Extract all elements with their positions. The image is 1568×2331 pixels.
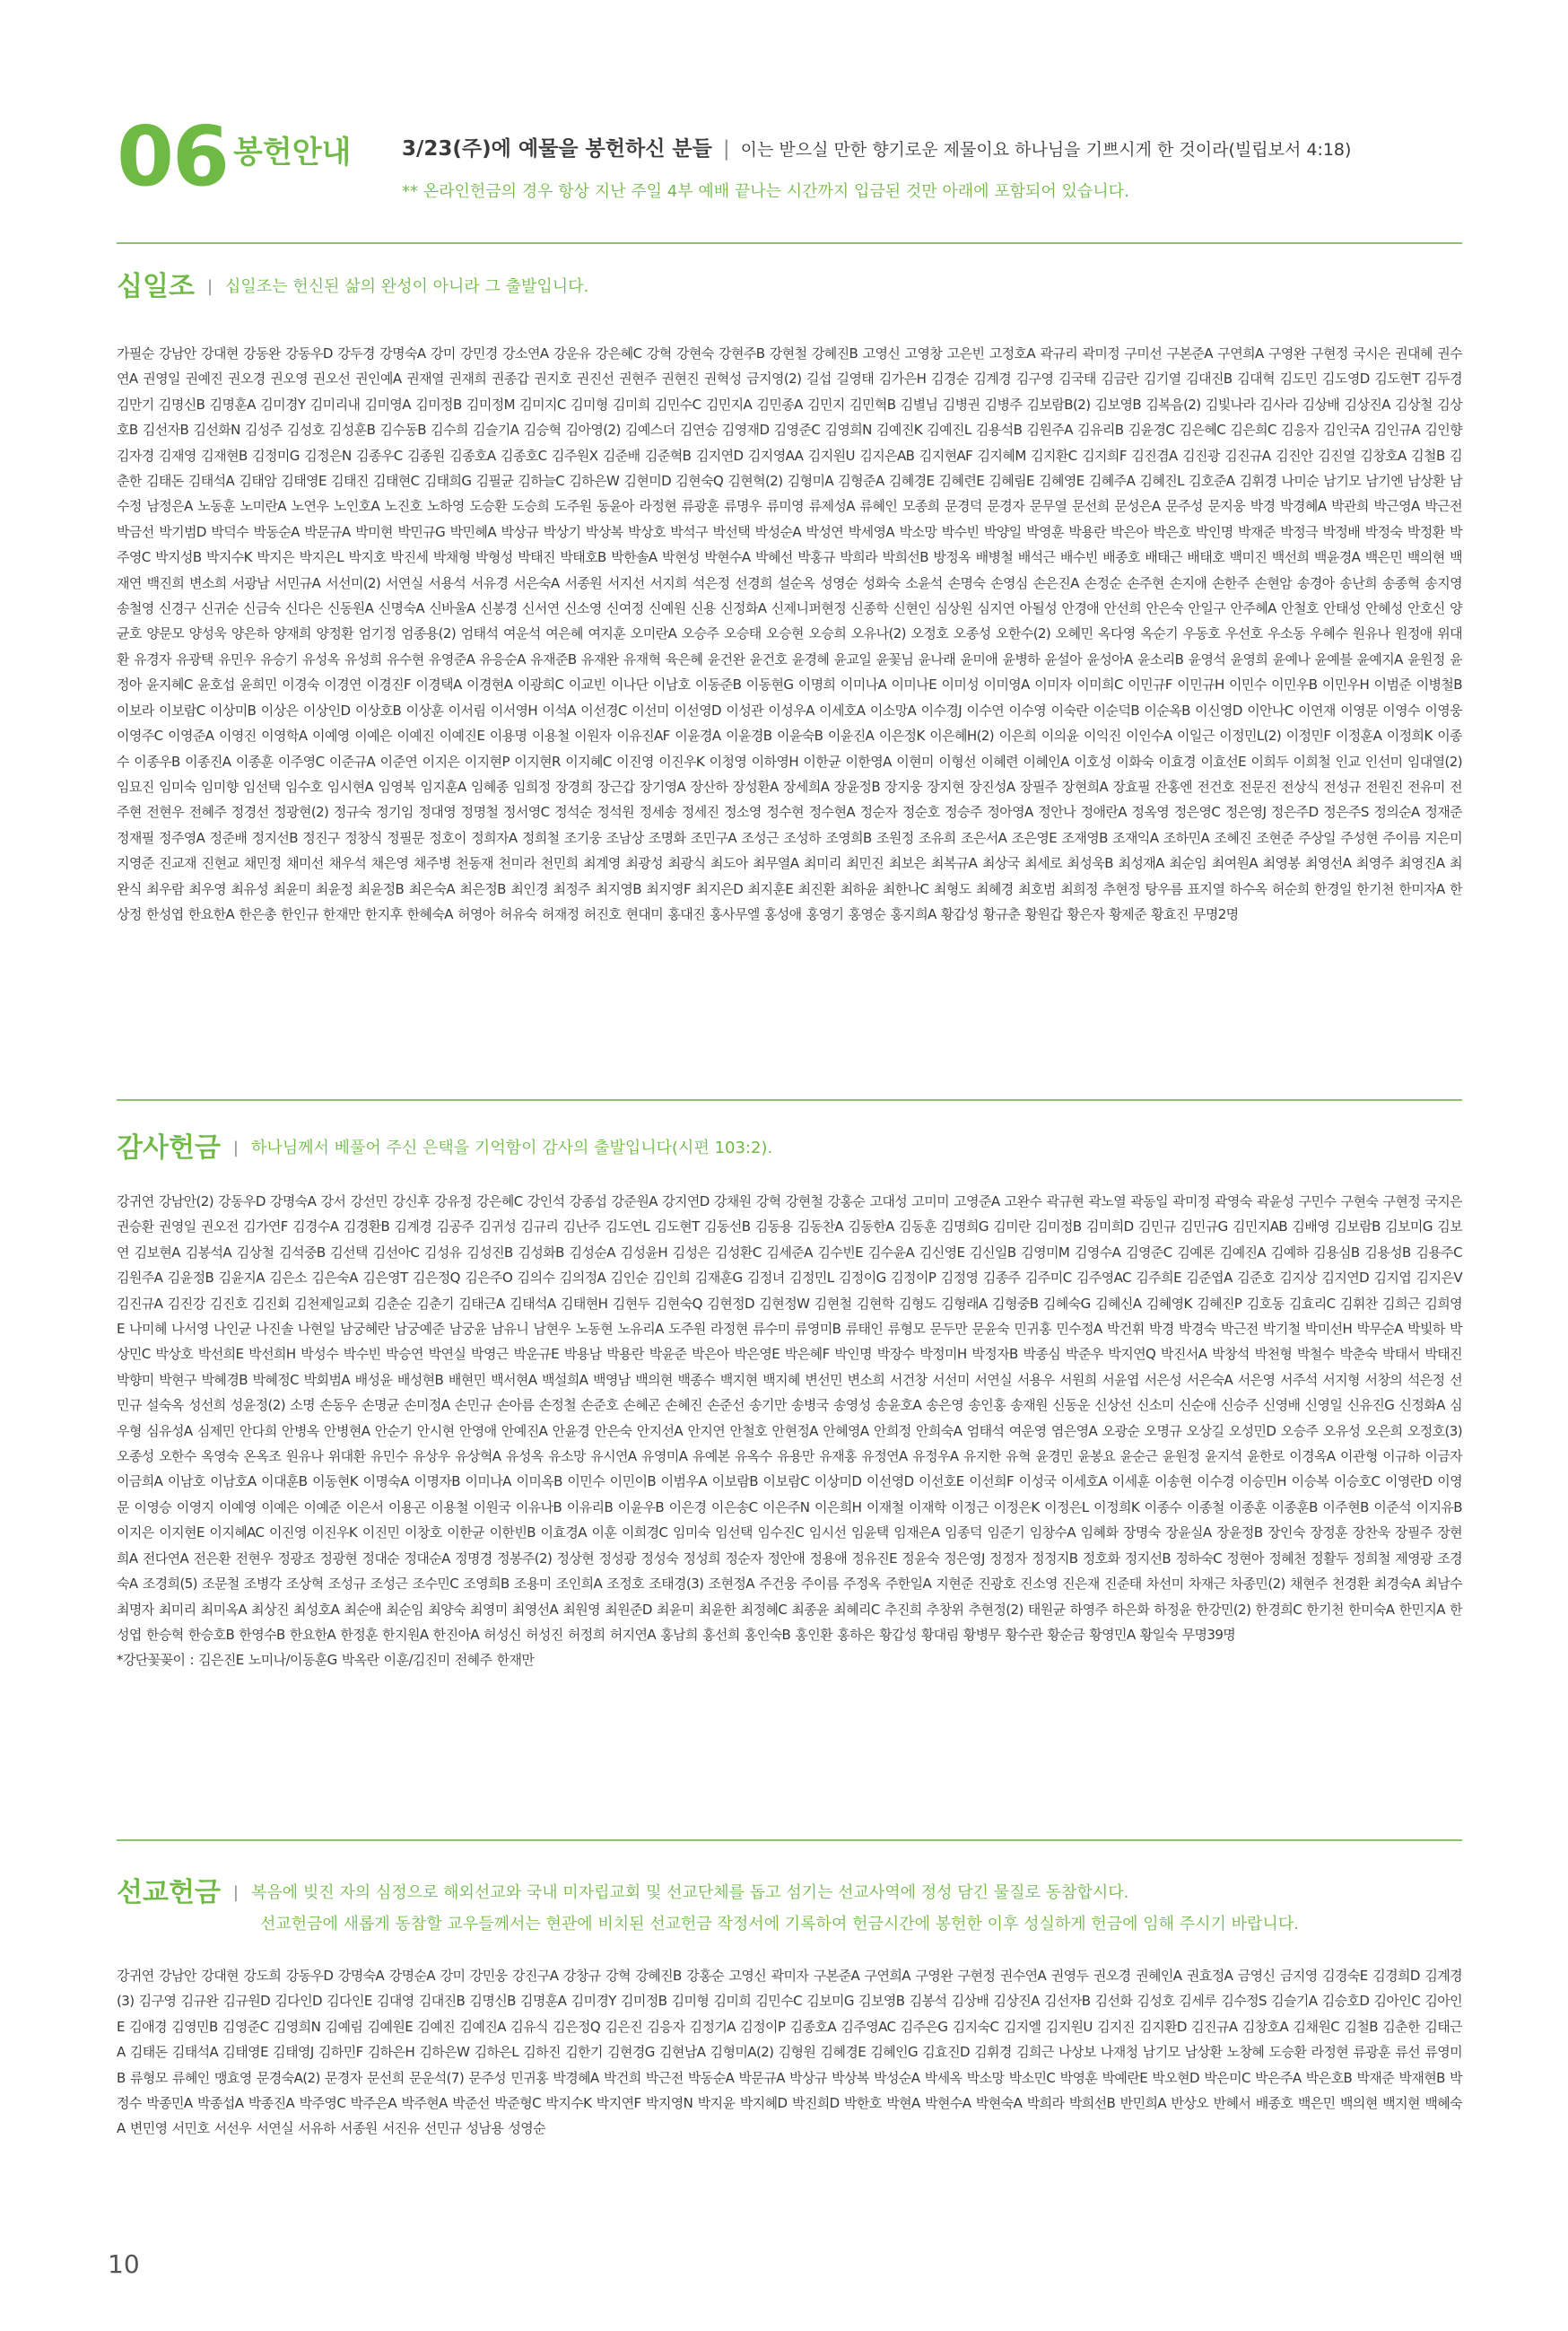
divider-top	[117, 242, 1462, 244]
mission-heading	[117, 1875, 1462, 1911]
header-verse: 이는 받으실 만한 향기로운 제물이요 하나님을 기쁘시게 한 것이라(빌립보서 4:18)	[740, 140, 1352, 160]
mission-title: 선교헌금	[117, 1877, 221, 1908]
altar-flowers-note: *강단꽃꽂이 : 김은진E 노미나/이동훈G 박옥란 이훈/김진미 전혜주 한재만	[117, 1652, 535, 1669]
section-number: 06	[117, 109, 229, 205]
mission-separator: |	[232, 1883, 239, 1902]
tithe-separator: |	[206, 277, 213, 296]
offering-date-title: 3/23(주)에 예물을 봉헌하신 분들	[402, 137, 712, 161]
header-main-line	[402, 139, 1351, 160]
header-separator: |	[722, 137, 730, 161]
divider-tithe	[117, 1099, 1462, 1101]
thanks-title: 감사헌금	[117, 1132, 221, 1164]
thanks-description: 하나님께서 베풀어 주신 은택을 기억함이 감사의 출발입니다(시편 103:2).	[251, 1139, 773, 1157]
tithe-description: 십일조는 헌신된 삶의 완성이 아니라 그 출발입니다.	[225, 277, 589, 296]
thanks-names-list: 강귀연 강남안(2) 강동우D 강명숙A 강서 강선민 강신후 강유정 강은혜C 강인석 강종섭 강준원A 강지연D 강채원 강혁 강현철 강홍순 고대성 고미미 고영준A 고완수 곽규현 곽노열 곽동일 곽미정 곽영숙 곽윤성 구민수 구현숙 구현정 국지은 권승환 권영일 권오전 김가연F 김경수A 김경환B 김계경 김공주 김귀성 김규리 김난주 김도연L 김도현T 김동선B 김동용 김동찬A 김동한A 김동훈 김명희G 김미란 김미정B 김미희D 김민규 김민규G 김민지AB 김배영 김보람B 김보미G 김보연 김보현A 김봉석A 김상철 김석중B 김선택 김선아C 김성유 김성진B 김성화B 김성순A 김성윤H 김성은 김성환C 김세준A 김수빈E 김수윤A 김신영E 김신일B 김영미M 김영수A 김영준C 김예론 김예진A 김예하 김용심B 김용성B 김용주C 김원주A 김윤정B 김윤지A 김은소 김은숙A 김은영T 김은정Q 김은주O 김의수 김의정A 김인순 김인희 김재훈G 김정녀 김정민L 김정이G 김정이P 김정영 김종주 김주미C 김주영AC 김주희E 김준엽A 김준호 김지상 김지연D 김지엽 김지은V 김진규A 김진강 김진호 김진회 김천제일교회 김춘순 김춘기 김태근A 김태석A 김태현H 김현두 김현숙Q 김현정D 김현정W 김현철 김현학 김형도 김형래A 김형중B 김혜숙G 김혜신A 김혜영K 김혜진P 김호동 김효리C 김휘찬 김희근 김희영E 나미혜 나서영 나인균 나진솔 나현일 남궁혜란 남궁예준 남궁윤 남유니 남현우 노동현 노유리A 도주원 라정현 류수미 류영미B 류태인 류형모 문두만 문윤숙 민귀홍 민수정A 박건휘 박경 박경숙 박근전 박기철 박미선H 박무순A 박빛하 박상민C 박상호 박선희E 박선희H 박성수 박수빈 박승연 박연실 박영근 박운규E 박용남 박용란 박윤준 박은아 박은영E 박은혜F 박인명 박장수 박정미H 박정자B 박종심 박준우 박지연Q 박진서A 박창석 박천형 박철수 박춘숙 박태서 박태진 박향미 박현구 박혜경B 박혜정C 박회범A 배성윤 배성현B 배현민 백서현A 백설희A 백영남 백의현 백종수 백지현 백지혜 변선민 변소희 서건창 서선미 서연실 서용우 서원희 서윤엽 서은성 서은숙A 서은영 서주석 서지형 서창의 석은정 선민규 설숙옥 성선희 성윤정(2) 소명 손동우 손명균 손미정A 손민규 손아름 손정철 손준호 손혜곤 손혜진 손준선 송기만 송병국 송영성 송윤호A 송은영 송인홍 송재원 신동운 신상선 신소미 신순애 신승주 신영배 신영일 신유진G 신정화A 심우형 심유성A 심제민 안다희 안병옥 안병현A 안순기 안시현 안영애 안예진A 안윤경 안은숙 안지선A 안지연 안철호 안현정A 안혜영A 안희정 안희숙A 엄태석 여운영 염은영A 오광순 오명규 오상길 오성민D 오승주 오유성 오은희 오정호(3) 오종성 오한수 옥영숙 온옥조 원유나 위대환 유민수 유상우 유상혁A 유성옥 유소망 유시연A 유영미A 유예본 유옥수 유용만 유재홍 유정연A 유정우A 유지한 유혁 윤경민 윤봉요 윤순근 윤원정 윤지석 윤한로 이경옥A 이관형 이규하 이금자 이금희A 이남호 이남호A 이대훈B 이동현K 이명숙A 이명자B 이미나A 이미옥B 이민수 이민이B 이범우A 이보람B 이보람C 이상미D 이선영D 이선호E 이선희F 이성국 이세호A 이세훈 이송현 이수경 이승민H 이승복 이승호C 이영란D 이영문 이영승 이영지 이예영 이예은 이예준 이은서 이용곤 이용철 이원국 이유나B 이유리B 이윤우B 이은경 이은송C 이은주N 이은희H 이재철 이재학 이정근 이정은K 이정은L 이정희K 이종수 이종철 이종훈 이종훈B 이주현B 이준석 이지유B 이지은 이지현E 이지혜AC 이진영 이진우K 이진민 이창호 이한균 이한빈B 이효경A 이훈 이희경C 임미숙 임선택 임수진C 임시선 임윤택 임재은A 임종덕 임준기 임창수A 임혜화 장명숙 장윤실A 장윤정B 장인숙 장정훈 장찬욱 장필주 장현희A 전다연A 전은환 전현우 정광조 정광현 정대순 정대순A 정명경 정봉주(2) 정상현 정성광 정성숙 정성희 정순자 정안애 정용애 정유진E 정윤숙 정은영J 정정자 정정지B 정호화 정지선B 정하숙C 정현아 정혜천 정활두 정희철 제영광 조경숙A 조경희(5) 조문철 조병각 조상혁 조성규 조성근 조수민C 조영희B 조용미 조인희A 조정호 조태경(3) 조현정A 주건웅 주이름 주정옥 주한일A 지현준 진광호 진소영 진은재 진준태 차선미 차재근 차종민(2) 채현주 천경환 최경숙A 최남수 최명자 최미리 최미옥A 최상진 최성호A 최순애 최순임 최양숙 최영미 최영선A 최원영 최원준D 최윤미 최윤한 최정혜C 최종윤 최혜리C 추진희 추창위 추현정(2) 태원균 하영주 하은화 하정윤 한강민(2) 한경희C 한기천 한미숙A 한민지A 한성엽 한승혁 한승호B 한영수B 한요한A 한정훈 한지원A 한진아A 허성신 허성진 허정희 허지연A 홍남희 홍선희 홍인숙B 홍인환 홍하은 황갑성 황대림 황병무 황수관 황순금 황영민A 황일숙 무명39명	[117, 1193, 1463, 1643]
section-title: 봉헌안내	[233, 135, 352, 170]
online-offering-note: ** 온라인헌금의 경우 항상 지난 주일 4부 예배 끝나는 시간까지 입금된 것만 아래에 포함되어 있습니다.	[402, 182, 1129, 201]
thanks-section	[117, 1131, 1462, 1673]
thanks-heading	[117, 1131, 1462, 1166]
mission-names-list: 강귀연 강남안 강대현 강도희 강동우D 강명숙A 강명순A 강미 강민웅 강진구A 강창규 강혁 강혜진B 강홍순 고영신 곽미자 구본준A 구연희A 구영완 구현정 권수연A 권영두 권오경 권혜인A 권효정A 금영신 금지영 김경숙E 김경희D 김계경(3) 김구영 김규완 김규원D 김다인D 김다인E 김대영 김대진B 김명신B 김명훈A 김미경Y 김미정B 김미형 김미희 김민수C 김보미G 김보영B 김봉석 김상배 김상진A 김선자B 김선화 김성호 김세루 김수정S 김슬기A 김승호D 김아인C 김아인E 김애경 김영민B 김영준C 김영희N 김예림 김예원E 김예진 김예진A 김유식 김은정Q 김은진 김응자 김정기A 김정이P 김종호A 김주영AC 김주은G 김지숙C 김지엘 김지원U 김지진 김지환D 김진규A 김창호A 김채원C 김철B 김춘한 김태근A 김태돈 김태석A 김태영E 김태영J 김하민F 김하은H 김하은W 김하은L 김하진 김한기 김현경G 김현남A 김형미A(2) 김형원 김혜경E 김혜인G 김효진D 김휘경 김희근 나상보 나재청 남기모 남상환 노창혜 도승환 라정현 류광훈 류선 류영미B 류형모 류혜인 맹효영 문경숙A(2) 문경자 문선희 문운석(7) 문주성 민귀홍 박경혜A 박건희 박근전 박동순A 박문규A 박상규 박상복 박성순A 박세옥 박소망 박소민C 박영훈 박예란E 박오현D 박은미C 박은주A 박은호B 박재준 박재현B 박정수 박종민A 박종섭A 박종진A 박주영C 박주은A 박주현A 박준선 박준형C 박지수K 박지연F 박지영N 박지윤 박지혜D 박진희D 박한호 박현A 박현수A 박현숙A 박희라 박희선B 반민희A 반상오 반혜서 배종호 백은민 백의현 백지현 백혜숙A 변민영 서민호 서선우 서연실 서유하 서종원 서진유 선민규 성남용 성영순	[117, 1968, 1462, 2137]
tithe-heading	[117, 269, 1462, 305]
tithe-section	[117, 269, 1462, 927]
thanks-separator: |	[232, 1139, 239, 1157]
mission-section	[117, 1875, 1462, 2142]
page-number: 10	[108, 2249, 140, 2279]
tithe-title: 십일조	[117, 271, 195, 302]
divider-thanks	[117, 1839, 1462, 1841]
offering-header	[117, 109, 1462, 220]
mission-description-2: 선교헌금에 새롭게 동참할 교우들께서는 현관에 비치된 선교헌금 작정서에 기록하여 헌금시간에 봉헌한 이후 성실하게 헌금에 임해 주시기 바랍니다.	[260, 1915, 1299, 1934]
mission-description: 복음에 빚진 자의 심정으로 해외선교와 국내 미자립교회 및 선교단체를 돕고 섬기는 선교사역에 정성 담긴 물질로 동참합시다.	[251, 1883, 1129, 1902]
tithe-names-list: 가필순 강남안 강대현 강동완 강동우D 강두경 강명숙A 강미 강민경 강소연A 강운유 강은혜C 강혁 강현숙 강현주B 강현철 강혜진B 고영신 고영창 고은빈 고정호A 곽규리 곽미정 구미선 구본준A 구연희A 구영완 구현정 국시은 권대혜 권수연A 권영일 권예진 권오경 권오영 권오선 권인예A 권재열 권재희 권종갑 권지호 권진선 권현주 권현진 권혁성 금지영(2) 길섭 길영태 김가은H 김경순 김계경 김구영 김국태 김금란 김기열 김대진B 김대혁 김도민 김도영D 김도현T 김두경 김만기 김명신B 김명훈A 김미경Y 김미리내 김미영A 김미정B 김미정M 김미지C 김미형 김미희 김민수C 김민지A 김민종A 김민지 김민혁B 김별님 김병권 김병주 김보람B(2) 김보영B 김복음(2) 김빛나라 김사라 김상배 김상진A 김상철 김상호B 김선자B 김선화N 김성주 김성호 김성훈B 김수동B 김수희 김슬기A 김승혁 김아영(2) 김예스더 김연승 김영재D 김영준C 김영희N 김예진K 김예진L 김용석B 김원주A 김유리B 김윤경C 김은혜C 김은희C 김응자 김인국A 김인규A 김인향 김자경 김재영 김재현B 김정미G 김정은N 김종우C 김종원 김종호A 김종호C 김주원X 김준배 김준혁B 김지연D 김지영AA 김지원U 김지은AB 김지현AF 김지혜M 김지환C 김지희F 김진겸A 김진광 김진규A 김진안 김진열 김창호A 김철B 김춘한 김태돈 김태석A 김태암 김태영E 김태진 김태현C 김태희G 김필균 김하늘C 김하은W 김현미D 김현숙Q 김현혁(2) 김형미A 김형준A 김혜경E 김혜련E 김혜림E 김혜영E 김혜주A 김혜진L 김호준A 김휘경 나미순 남기모 남기엔 남상환 남수정 남정은A 노동훈 노미란A 노연우 노인호A 노진호 노하영 도승환 도승희 도주원 동윤아 라정현 류광훈 류명우 류미영 류제성A 류혜인 모종희 문경덕 문경자 문무열 문선희 문성은A 문주성 문지웅 박경 박경혜A 박관희 박근영A 박근전 박금선 박기범D 박덕수 박동순A 박문규A 박미현 박민규G 박민혜A 박상규 박상기 박상복 박상호 박석구 박선택 박성순A 박성연 박세영A 박소망 박수빈 박양일 박영훈 박용란 박은아 박은호 박인명 박재준 박정극 박정배 박정숙 박정환 박주영C 박지성B 박지수K 박지은 박지은L 박지호 박진세 박채형 박형성 박태진 박태호B 박한솔A 박현성 박현수A 박혜선 박홍규 박희라 박희선B 방정옥 배병철 배석근 배수빈 배종호 배태근 배태호 백미진 백선희 백윤경A 백은민 백의현 백재연 백진희 변소희 서광남 서민규A 서선미(2) 서연실 서용석 서유경 서은숙A 서종원 서지선 서지희 석은정 선경희 설순옥 성영순 성화숙 소윤석 손명숙 손영심 손은진A 손정순 손주현 손지애 손한주 손현암 송경아 송난희 송종혁 송지영 송철영 신경구 신귀순 신금숙 신다은 신동원A 신명숙A 신바울A 신봉경 신서연 신소영 신여정 신예원 신용 신정화A 신제니퍼현정 신종학 신현인 심상원 심지연 아될성 안경애 안선희 안은숙 안일구 안주혜A 안철호 안태성 안혜성 안호신 양균호 양문모 양성욱 양은하 양재희 양정환 엄기정 엄종용(2) 엄태석 여운석 여은혜 여지훈 오미란A 오승주 오승태 오승현 오승희 오유나(2) 오정호 오종성 오한수(2) 오혜민 옥다영 옥순기 우동호 우선호 우소동 우혜수 원유나 원정애 위대환 유경자 유광택 유민우 유승기 유성옥 유성희 유수현 유영준A 유응순A 유재준B 유재완 유재혁 육은혜 윤건완 윤건호 윤경혜 윤교일 윤꽃님 윤나래 윤미애 윤병하 윤설아 윤성아A 윤소리B 윤영석 윤영희 윤예나 윤예블 윤예지A 윤원정 윤정아 윤지혜C 윤호섭 윤희민 이경숙 이경연 이경진F 이경택A 이경현A 이광희C 이교빈 이나단 이남호 이동준B 이동현G 이명희 이미나A 이미나E 이미성 이미영A 이미자 이미희C 이민규F 이민규H 이민수 이민우B 이민우H 이범준 이병철B 이보라 이보람C 이상미B 이상은 이상인D 이상호B 이상훈 이서림 이서영H 이석A 이선경C 이선미 이선영D 이성관 이성우A 이세호A 이소망A 이수경J 이수연 이수영 이숙란 이순덕B 이순옥B 이신영D 이안나C 이연재 이영문 이영수 이영웅 이영주C 이영준A 이영진 이영학A 이예영 이예은 이예진 이예진E 이용명 이용철 이원자 이유진AF 이윤경A 이윤경B 이윤숙B 이윤진A 이은정K 이은혜H(2) 이은희 이의윤 이익진 이인수A 이일근 이정민L(2) 이정민F 이정훈A 이정희K 이종수 이종우B 이종진A 이종훈 이주영C 이준규A 이준연 이지은 이지현P 이지현R 이지혜C 이진영 이진우K 이청영 이하영H 이한균 이한영A 이현미 이형선 이혜련 이혜인A 이호성 이화숙 이효경 이효선E 이희두 이희철 인교 인선미 임대열(2) 임묘진 임미숙 임미향 임선택 임수호 임시현A 임영복 임지훈A 임혜종 임희정 장경희 장근갑 장기영A 장산하 장성환A 장세희A 장윤정B 장지웅 장지현 장진성A 장필주 장현희A 장효필 잔홍엔 전건호 전문진 전상식 전성규 전원진 전유미 전주현 전현우 전혜주 정경선 정광현(2) 정규숙 정기임 정대영 정명철 정서영C 정석순 정석원 정세송 정세진 정소영 정수현 정수현A 정순자 정순호 정승주 정아영A 정안나 정애란A 정옥영 정은영C 정은영J 정은주D 정은주S 정의순A 정재준 정재필 정주영A 정준배 정지선B 정진구 정창식 정필문 정호이 정희자A 정희철 조기웅 조남상 조명화 조민구A 조성근 조성하 조영희B 조원정 조유희 조은서A 조은영E 조재영B 조재익A 조하민A 조혜진 조현준 주상일 주성현 주이름 지은미 지영준 진교재 진현교 채민정 채미선 채우석 채은영 채주병 천동재 천미라 천민희 최계영 최광성 최광식 최도아 최무열A 최미리 최민진 최보은 최복규A 최상국 최세로 최성욱B 최성재A 최순임 최여원A 최영봉 최영선A 최영주 최영진A 최완식 최우람 최우영 최유성 최윤미 최윤정 최윤정B 최은숙A 최은정B 최인경 최정주 최지영B 최지영F 최지은D 최지훈E 최진환 최하윤 최한나C 최형도 최혜경 최호범 최희정 추현정 탕우름 표지열 하수옥 허순희 한경일 한기천 한미자A 한상정 한성엽 한요한A 한은총 한인규 한재만 한지후 한혜숙A 허영아 허유숙 허재정 허진호 현대미 홍대진 홍사무엘 홍성애 홍영기 홍영순 홍지희A 황갑성 황규춘 황원갑 황은자 황제준 황효진 무명2명	[117, 345, 1462, 922]
